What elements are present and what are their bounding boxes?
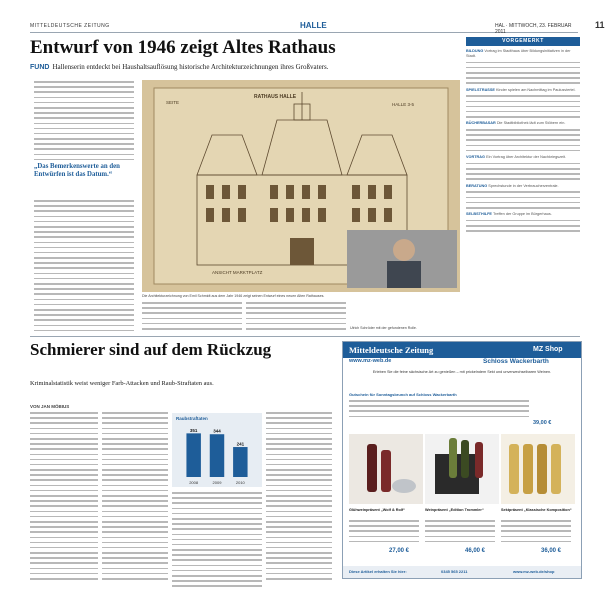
chart-data-label: 344 — [213, 428, 221, 434]
shop-advertisement — [342, 341, 582, 579]
sidebar-item: BERATUNG Sprechstunde in der Verbraucherzentrale. — [466, 183, 559, 188]
photo-caption: Die Architekturzeichnung von Emil Schmidt aus dem Jahr 1946 zeigt seinen Entwurf eines neuen Alten Rathauses. — [142, 294, 325, 298]
product-price-2: 46,00 € — [465, 548, 486, 554]
ad-footer-web[interactable]: www.mz-web.de/shop — [513, 569, 555, 574]
voucher-price: 39,00 € — [533, 420, 552, 426]
sekt-bottles-icon — [501, 434, 575, 504]
article-column-3 — [246, 302, 346, 333]
drawing-label-right: HALLE 3-5 — [392, 102, 415, 107]
product-desc-1 — [349, 520, 419, 546]
chart-tick-label: 2010 — [235, 480, 245, 485]
article2-column-1 — [30, 412, 98, 583]
product-desc-2 — [425, 520, 495, 546]
second-subheadline: Kriminalstatistik weist weniger Farb-Attacken und Raub-Straftaten aus. — [30, 380, 214, 387]
article-column-2 — [142, 302, 242, 333]
product-image-3 — [501, 434, 575, 504]
chart-title: Raubstraftaten — [176, 416, 208, 421]
sidebar-item: VORTRAG Ein Vortrag über Architektur der Nachkriegszeit. — [466, 155, 567, 159]
article2-column-4 — [266, 412, 332, 583]
ad-footer — [343, 566, 581, 578]
chart-tick-label: 2009 — [212, 480, 222, 485]
sidebar-item: BILDUNG Vortrag im Stadthaus über Bildungsinitiativen in der Stadt. — [466, 49, 571, 58]
ad-voucher-title: Gutschein für Sonntagsbrunch auf Schloss Wackerbarth — [349, 392, 457, 397]
product-title-3: Sektpräsent „Klassische Komposition“ — [501, 508, 572, 512]
chart-plot — [172, 421, 262, 487]
chart-bar — [186, 433, 200, 477]
product-image-2 — [425, 434, 499, 504]
article-column-1 — [34, 81, 134, 164]
ad-footer-label: Diese Artikel erhalten Sie hier: — [349, 569, 407, 574]
chart-bar — [210, 434, 224, 477]
ad-paper-name: Mitteldeutsche Zeitung — [349, 345, 434, 355]
raub-chart — [172, 413, 262, 487]
sidebar-vorgemerkt — [466, 37, 580, 335]
second-byline: VON JAN MÖBIUS — [30, 404, 70, 409]
ad-url-link[interactable]: www.mz-web.de — [349, 358, 392, 364]
gluehwein-bottle-icon — [349, 434, 423, 504]
drawing-label-bottom: ANSICHT MARKTPLATZ — [212, 270, 263, 275]
architectural-drawing-photo — [142, 80, 460, 292]
ad-footer-phone[interactable]: 0345 565 2211 — [441, 569, 468, 574]
page-number: 11 — [595, 20, 605, 30]
article2-column-2 — [102, 412, 168, 583]
drawing-label-left: SEITE — [166, 100, 180, 105]
drawing-title: RATHAUS HALLE — [254, 94, 297, 100]
sidebar-heading: VORGEMERKT — [466, 37, 580, 46]
chart-data-label: 241 — [236, 441, 245, 447]
photo2-caption: Ulrich Schröder mit der gefundenen Rolle. — [350, 326, 417, 330]
section-name: HALLE — [300, 21, 327, 30]
product-price-1: 27,00 € — [389, 548, 410, 554]
sidebar-item: BÜCHERBASAR Die Stadtbibliothek lädt zum Stöbern ein. — [466, 121, 566, 126]
sidebar-item: SELBSTHILFE Treffen der Gruppe im Bürgerhaus. — [466, 212, 552, 217]
main-headline: Entwurf von 1946 zeigt Altes Rathaus — [30, 37, 336, 58]
ad-estate-name: Schloss Wackerbarth — [483, 358, 549, 365]
drawing-illustration — [142, 80, 460, 292]
pull-quote: „Das Bemerkenswerte an den Entwürfen ist das Datum.“ — [34, 163, 120, 178]
second-headline: Schmierer sind auf dem Rückzug — [30, 340, 272, 359]
kicker: FUND — [30, 64, 50, 71]
product-title-2: Weinpräsent „Edition Trommler“ — [425, 508, 484, 512]
chart-tick-label: 2008 — [189, 480, 199, 485]
issue-date: HAL · MITTWOCH, 23. FEBRUAR 2011 — [495, 23, 572, 35]
ad-intro-text: Erleben Sie die feine sächsische Art zu genießen – mit prickelndem Sekt und unverwechselbaren Weinen. — [372, 370, 552, 374]
chart-data-label: 351 — [189, 427, 198, 433]
product-title-1: Glühweinpräsent „Wolf & Rolf“ — [349, 508, 406, 512]
story-divider — [30, 336, 580, 337]
article-column-1b — [34, 200, 134, 335]
paper-name: MITTELDEUTSCHE ZEITUNG — [30, 23, 110, 29]
product-image-1 — [349, 434, 423, 504]
ad-header — [343, 342, 581, 358]
product-desc-3 — [501, 520, 571, 546]
wine-box-icon — [425, 434, 499, 504]
main-subheadline — [30, 63, 460, 71]
article2-column-3 — [172, 492, 262, 591]
ad-shop-label: MZ Shop — [533, 346, 563, 353]
masthead — [30, 20, 605, 35]
product-price-3: 36,00 € — [541, 548, 562, 554]
chart-bar — [233, 447, 247, 477]
subheadline-text: Hallenserin entdeckt bei Haushaltsauflösung historische Architekturzeichnungen ihres Großvaters. — [52, 63, 329, 71]
sidebar-item: SPIELSTRASSE Kinder spielen am Nachmittag im Paulusviertel. — [466, 87, 576, 92]
